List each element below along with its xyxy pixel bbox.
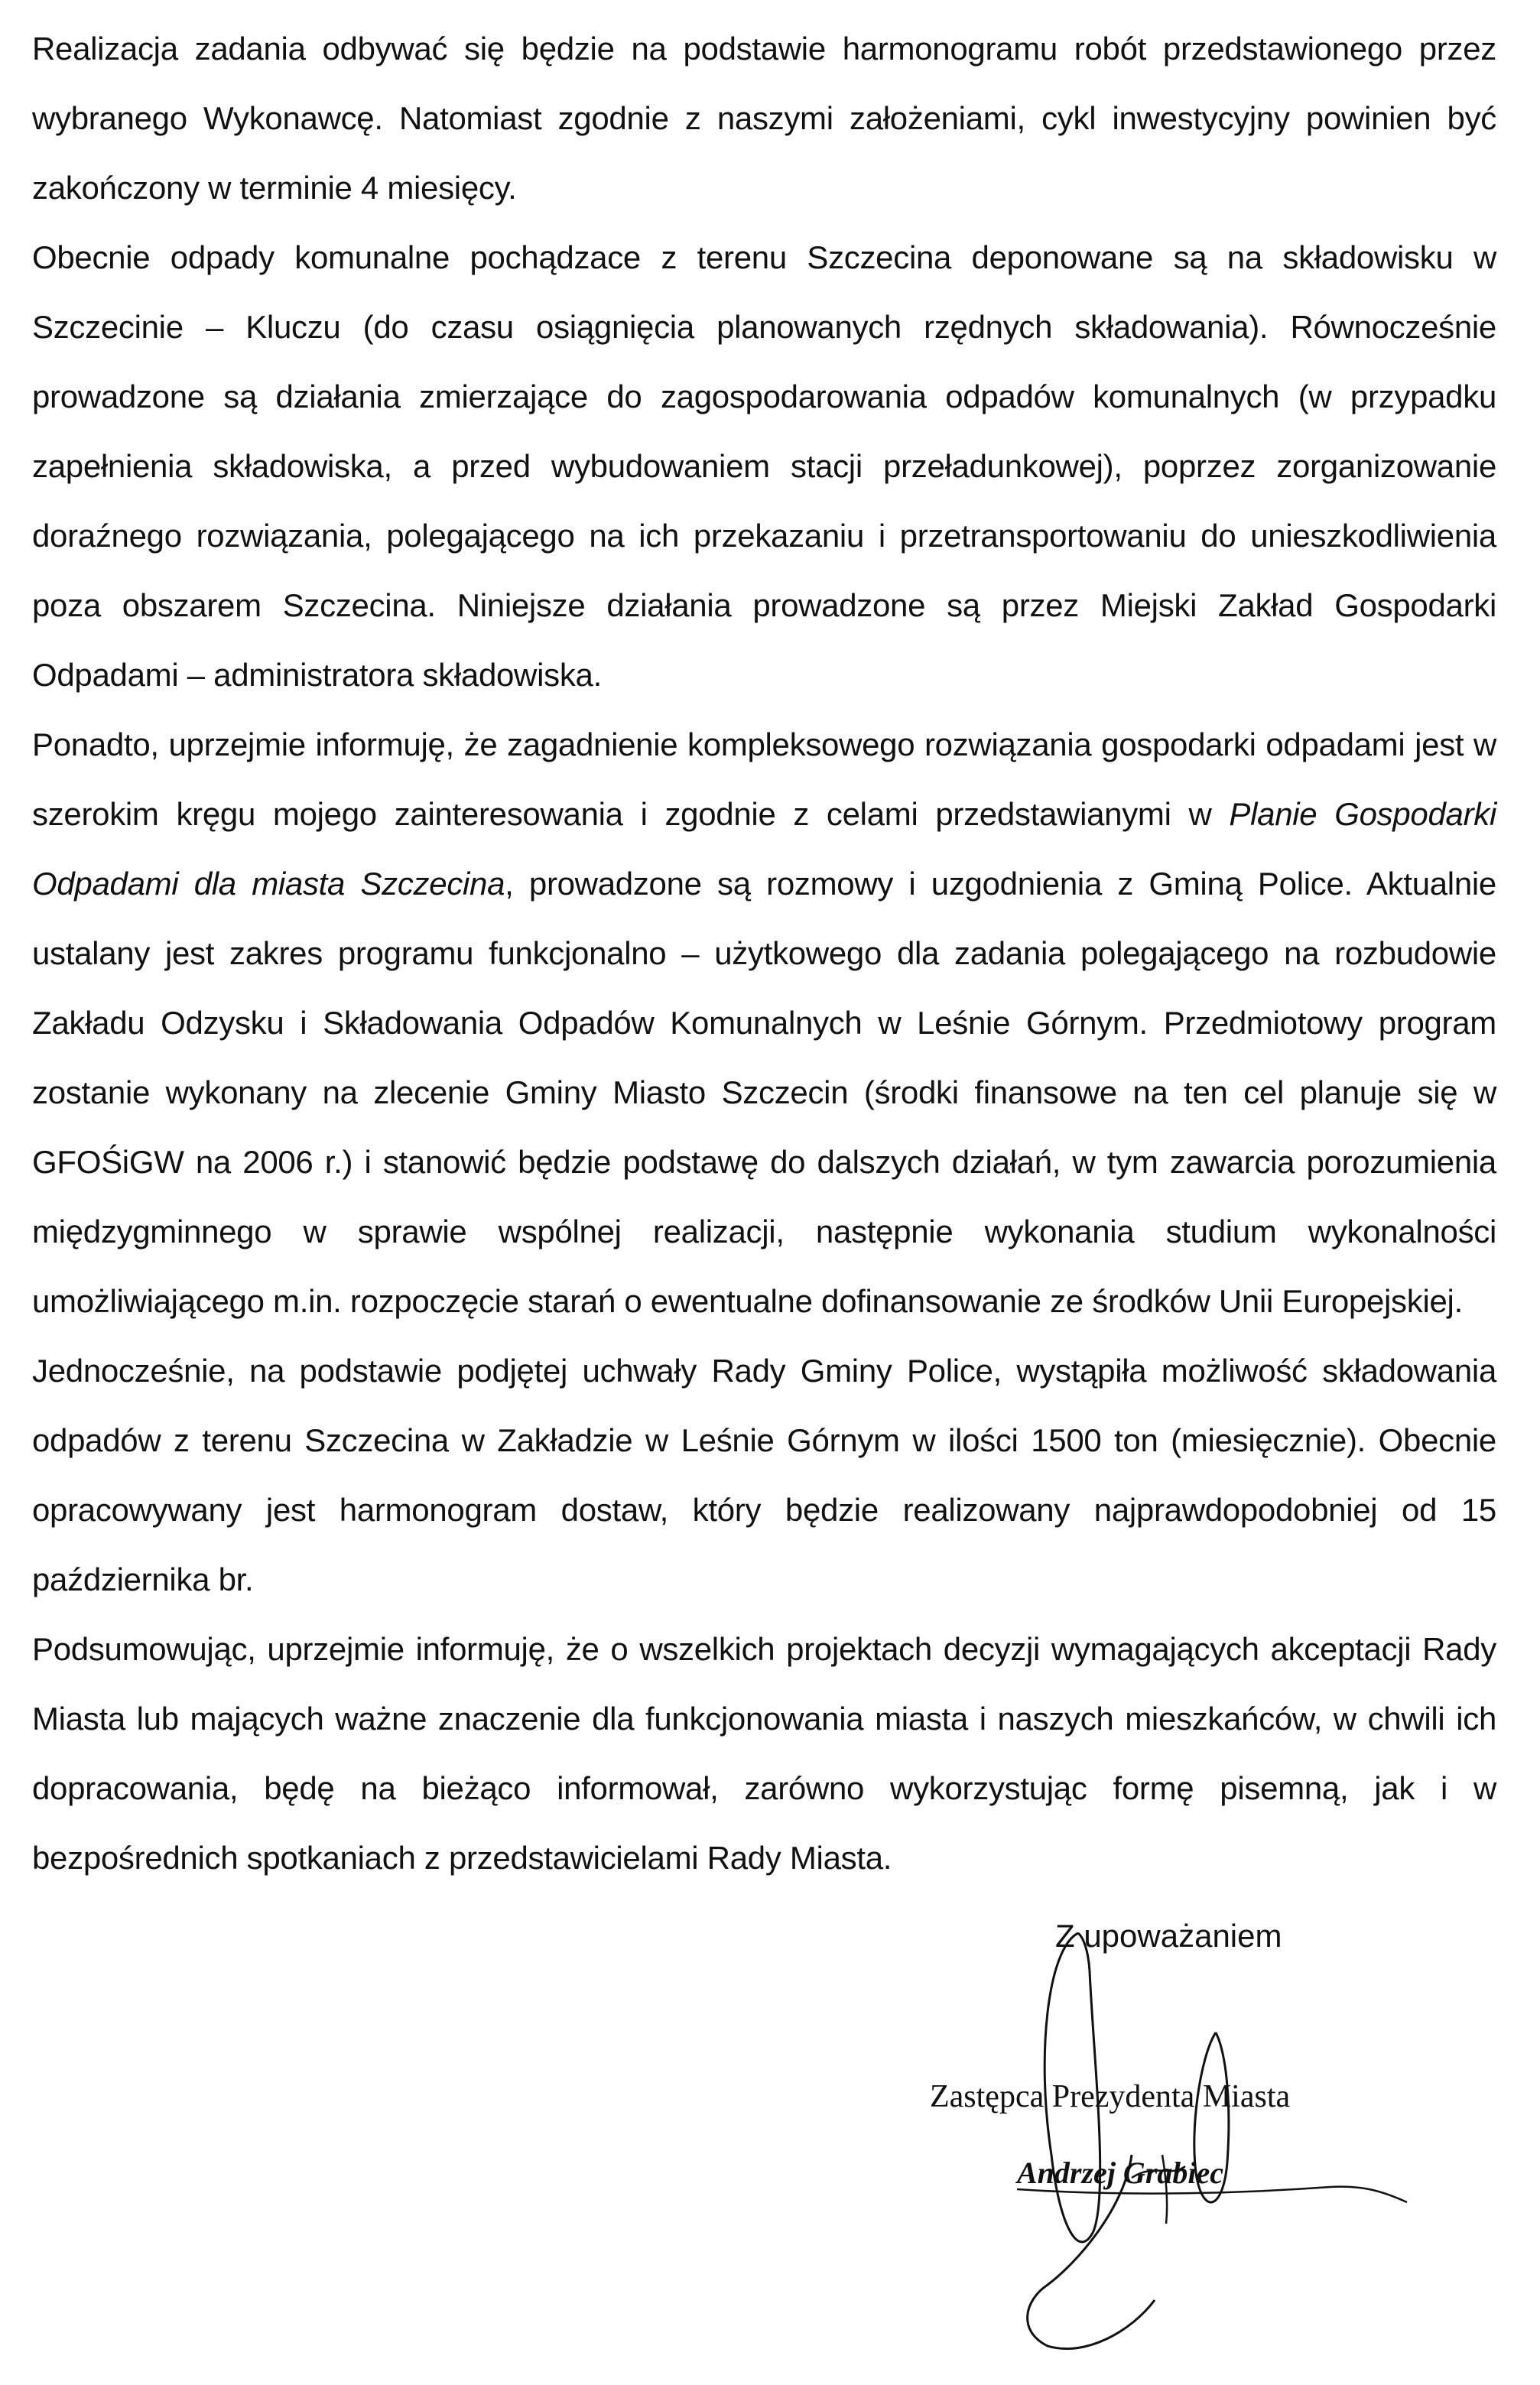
signature-name-stamp: Andrzej Grabiec xyxy=(1017,2156,1223,2190)
paragraph-waste-management-after: , prowadzone są rozmowy i uzgodnienia z Gminą Police. Aktualnie ustalany jest zakres programu funkcjonalno – użytkowego dla zadania polegającego na rozbudowie Zakładu Odzysku i Składowania Odpadów Komunalnych w Leśnie Górnym. Przedmiotowy program zostanie wykonany na zlecenie Gminy Miasto Szczecin (środki finansowe na ten cel planuje się w GFOŚiGW na 2006 r.) i stanowić będzie podstawę do dalszych działań, w tym zawarcia porozumienia międzygminnego w sprawie wspólnej realizacji, następnie wykonania studium wykonalności umożliwiającego m.in. rozpoczęcie starań o ewentualne dofinansowanie ze środków Unii Europejskiej. xyxy=(32,866,1496,1319)
signature-authorization: Z upoważaniem xyxy=(1055,1918,1282,1954)
paragraph-waste-disposal: Obecnie odpady komunalne pochądzace z terenu Szczecina deponowane są na składowisku w Szczecinie – Kluczu (do czasu osiągnięcia planowanych rzędnych składowania). Równocześnie prowadzone są działania zmierzające do zagospodarowania odpadów komunalnych (w przypadku zapełnienia składowiska, a przed wybudowaniem stacji przeładunkowej), poprzez zorganizowanie doraźnego rozwiązania, polegającego na ich przekazaniu i przetransportowaniu do unieszkodliwienia poza obszarem Szczecina. Niniejsze działania prowadzone są przez Miejski Zakład Gospodarki Odpadami – administratora składowiska. xyxy=(32,239,1496,693)
paragraph-waste-management xyxy=(32,710,1496,1336)
letter-body xyxy=(32,14,1496,1893)
signature-block xyxy=(902,1902,1438,2361)
paragraph-police-agreement: Jednocześnie, na podstawie podjętej uchwały Rady Gminy Police, wystąpiła możliwość składowania odpadów z terenu Szczecina w Zakładzie w Leśnie Górnym w ilości 1500 ton (miesięcznie). Obecnie opracowywany jest harmonogram dostaw, który będzie realizowany najprawdopodobniej od 15 października br. xyxy=(32,1353,1496,1597)
signature-title: Zastępca Prezydenta Miasta xyxy=(930,2079,1291,2114)
paragraph-summary: Podsumowując, uprzejmie informuję, że o wszelkich projektach decyzji wymagających akceptacji Rady Miasta lub mających ważne znaczenie dla funkcjonowania miasta i naszych mieszkańców, w chwili ich dopracowania, będę na bieżąco informował, zarówno wykorzystując formę pisemną, jak i w bezpośrednich spotkaniach z przedstawicielami Rady Miasta. xyxy=(32,1631,1496,1876)
handwritten-signature xyxy=(902,1902,1438,2361)
plan-title: Planie Gospodarki Odpadami dla miasta Szczecina xyxy=(32,796,1496,902)
paragraph-waste-management-before: Ponadto, uprzejmie informuję, że zagadnienie kompleksowego rozwiązania gospodarki odpadami jest w szerokim kręgu mojego zainteresowania i zgodnie z celami przedstawianymi w xyxy=(32,726,1496,832)
paragraph-schedule: Realizacja zadania odbywać się będzie na podstawie harmonogramu robót przedstawionego przez wybranego Wykonawcę. Natomiast zgodnie z naszymi założeniami, cykl inwestycyjny powinien być zakończony w terminie 4 miesięcy. xyxy=(32,31,1496,206)
